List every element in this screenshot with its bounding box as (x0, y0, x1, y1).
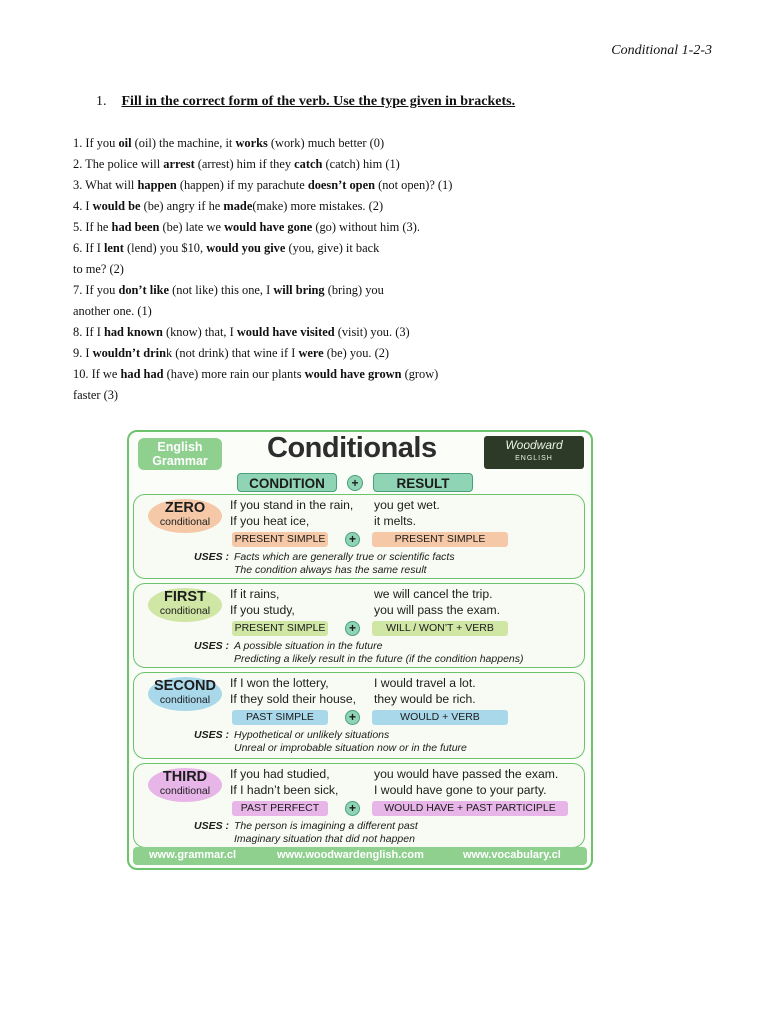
result-example (374, 497, 440, 529)
exercise-text: 7. If you (73, 283, 119, 297)
conditional-section-first (133, 583, 585, 668)
condition-example (230, 497, 353, 529)
exercise-text: 8. If I (73, 325, 104, 339)
plus-sign: + (345, 801, 360, 816)
exercise-text: (make) more mistakes. (2) (252, 199, 384, 213)
conditional-type-name: ZERO (164, 500, 206, 516)
exercise-line (73, 280, 713, 301)
conditionals-infographic (127, 430, 593, 870)
result-example-1: you would have passed the exam. (374, 767, 559, 781)
exercise-text: (go) without him (3). (312, 220, 420, 234)
condition-example-2: If you study, (230, 603, 295, 617)
conditional-type-pill (148, 768, 222, 802)
exercise-line (73, 238, 713, 259)
exercise-answer: doesn’t open (307, 178, 375, 192)
uses-label: USES : (194, 729, 230, 741)
condition-example-1: If it rains, (230, 587, 280, 601)
exercise-text: (have) more rain our plants (163, 367, 305, 381)
exercise-answer: had been (111, 220, 160, 234)
exercise-text: (work) much better (0) (267, 136, 385, 150)
conditional-type-pill (148, 499, 222, 533)
exercise-answer: had known (103, 325, 163, 339)
plus-sign: + (345, 710, 360, 725)
exercise-answer: would have visited (236, 325, 335, 339)
conditional-type-sub: conditional (159, 694, 211, 706)
result-example-1: I would travel a lot. (374, 676, 476, 690)
exercise-answer: made (223, 199, 253, 213)
condition-example (230, 766, 338, 798)
conditional-type-sub: conditional (159, 785, 211, 797)
exercise-line (73, 175, 713, 196)
conditional-type-sub: conditional (159, 605, 211, 617)
footer-link-vocabulary[interactable]: www.vocabulary.cl (463, 849, 561, 861)
exercise-answer: will bring (273, 283, 325, 297)
result-tense: PRESENT SIMPLE (372, 532, 508, 547)
exercise-text: (happen) if my parachute (176, 178, 308, 192)
exercise-answer: would have gone (224, 220, 313, 234)
infographic-title: Conditionals (267, 432, 437, 464)
uses-text (234, 729, 467, 755)
exercise-answer: works (235, 136, 268, 150)
uses-line-2: Unreal or improbable situation now or in the future (234, 742, 467, 754)
result-example (374, 675, 476, 707)
plus-sign: + (345, 621, 360, 636)
task-number: 1. (96, 94, 107, 109)
document-header-title: Conditional 1-2-3 (611, 43, 712, 58)
exercise-text: to me? (2) (73, 262, 124, 276)
exercise-text: (visit) you. (3) (334, 325, 410, 339)
exercise-line (73, 217, 713, 238)
exercise-answer: would you give (206, 241, 286, 255)
exercise-text: k (not drink) that wine if I (165, 346, 299, 360)
logo-sub: ENGLISH (515, 455, 553, 462)
result-example-2: they would be rich. (374, 692, 476, 706)
uses-line-2: The condition always has the same result (234, 564, 427, 576)
exercise-line (73, 259, 713, 280)
exercise-text: (be) late we (159, 220, 225, 234)
exercise-text: (be) you. (2) (323, 346, 390, 360)
exercise-text: (you, give) it back (285, 241, 380, 255)
exercise-text: 5. If he (73, 220, 112, 234)
condition-header: CONDITION (237, 473, 337, 492)
exercise-text: (lend) you $10, (123, 241, 207, 255)
exercise-line (73, 133, 713, 154)
exercise-line (73, 154, 713, 175)
result-example-2: you will pass the exam. (374, 603, 500, 617)
exercise-answer: catch (294, 157, 323, 171)
conditional-section-third (133, 763, 585, 848)
conditional-type-sub: conditional (159, 516, 211, 528)
uses-line-2: Imaginary situation that did not happen (234, 833, 415, 845)
footer-link-woodward[interactable]: www.woodwardenglish.com (277, 849, 424, 861)
uses-text (234, 640, 524, 666)
exercise-line (73, 343, 713, 364)
exercise-line (73, 385, 713, 406)
conditional-type-pill (148, 588, 222, 622)
result-header: RESULT (373, 473, 473, 492)
footer-link-grammar[interactable]: www.grammar.cl (149, 849, 237, 861)
conditional-type-pill (148, 677, 222, 711)
condition-tense: PAST SIMPLE (232, 710, 328, 725)
exercise-text: (grow) (401, 367, 439, 381)
exercise-line (73, 364, 713, 385)
exercise-answer: wouldn’t drin (92, 346, 166, 360)
uses-line-1: Facts which are generally true or scientific facts (234, 551, 455, 563)
conditional-type-name: THIRD (162, 769, 208, 785)
exercise-answer: would have grown (304, 367, 402, 381)
uses-label: USES : (194, 820, 230, 832)
uses-label: USES : (194, 551, 230, 563)
plus-sign: + (347, 475, 363, 491)
exercise-text: another one. (1) (73, 304, 152, 318)
exercise-list (73, 133, 713, 406)
conditional-type-name: FIRST (164, 589, 206, 605)
exercise-text: (be) angry if he (140, 199, 224, 213)
exercise-answer: would be (92, 199, 141, 213)
condition-example-1: If you stand in the rain, (230, 498, 354, 512)
conditional-section-second (133, 672, 585, 759)
exercise-text: (arrest) him if they (194, 157, 295, 171)
exercise-text: (know) that, I (162, 325, 237, 339)
exercise-text: 9. I (73, 346, 93, 360)
condition-example-1: If I won the lottery, (230, 676, 329, 690)
condition-example (230, 675, 356, 707)
exercise-text: (not like) this one, I (169, 283, 274, 297)
condition-tense: PRESENT SIMPLE (232, 621, 328, 636)
result-example-1: we will cancel the trip. (374, 587, 493, 601)
english-grammar-badge (138, 438, 222, 470)
exercise-answer: lent (103, 241, 124, 255)
condition-example-2: If I hadn’t been sick, (230, 783, 339, 797)
exercise-line (73, 322, 713, 343)
condition-example (230, 586, 295, 618)
task-instruction (96, 94, 515, 110)
exercise-line (73, 301, 713, 322)
uses-line-2: Predicting a likely result in the future (if the condition happens) (234, 653, 524, 665)
logo-name: Woodward (505, 438, 563, 452)
exercise-text: (not open)? (1) (374, 178, 453, 192)
result-tense: WOULD + VERB (372, 710, 508, 725)
uses-line-1: A possible situation in the future (234, 640, 383, 652)
uses-line-1: Hypothetical or unlikely situations (234, 729, 390, 741)
condition-tense: PRESENT SIMPLE (232, 532, 328, 547)
exercise-answer: had had (120, 367, 164, 381)
exercise-text: 3. What will (73, 178, 138, 192)
exercise-text: faster (3) (73, 388, 119, 402)
plus-sign: + (345, 532, 360, 547)
result-example-2: it melts. (374, 514, 416, 528)
uses-text (234, 551, 455, 577)
exercise-line (73, 196, 713, 217)
result-tense: WOULD HAVE + PAST PARTICIPLE (372, 801, 568, 816)
exercise-text: (oil) the machine, it (131, 136, 236, 150)
exercise-answer: happen (137, 178, 177, 192)
condition-example-2: If they sold their house, (230, 692, 357, 706)
result-tense: WILL / WON’T + VERB (372, 621, 508, 636)
condition-example-2: If you heat ice, (230, 514, 310, 528)
exercise-answer: oil (118, 136, 132, 150)
woodward-logo (484, 436, 584, 469)
exercise-text: 6. If I (73, 241, 104, 255)
footer-links (133, 847, 587, 865)
result-example-2: I would have gone to your party. (374, 783, 547, 797)
uses-text (234, 820, 418, 846)
conditional-section-zero (133, 494, 585, 579)
badge-line-1: English (157, 440, 203, 454)
result-example (374, 586, 500, 618)
exercise-answer: arrest (163, 157, 195, 171)
task-text: Fill in the correct form of the verb. Use the type given in brackets. (121, 94, 516, 109)
result-example (374, 766, 558, 798)
uses-label: USES : (194, 640, 230, 652)
exercise-text: 4. I (73, 199, 93, 213)
badge-line-2: Grammar (152, 454, 208, 468)
exercise-text: 10. If we (73, 367, 121, 381)
exercise-text: (catch) him (1) (322, 157, 400, 171)
condition-tense: PAST PERFECT (232, 801, 328, 816)
exercise-answer: were (298, 346, 324, 360)
exercise-text: (bring) you (324, 283, 384, 297)
exercise-text: 1. If you (73, 136, 119, 150)
result-example-1: you get wet. (374, 498, 440, 512)
uses-line-1: The person is imagining a different past (234, 820, 418, 832)
conditional-type-name: SECOND (153, 678, 217, 694)
condition-example-1: If you had studied, (230, 767, 330, 781)
exercise-answer: don’t like (118, 283, 170, 297)
exercise-text: 2. The police will (73, 157, 164, 171)
